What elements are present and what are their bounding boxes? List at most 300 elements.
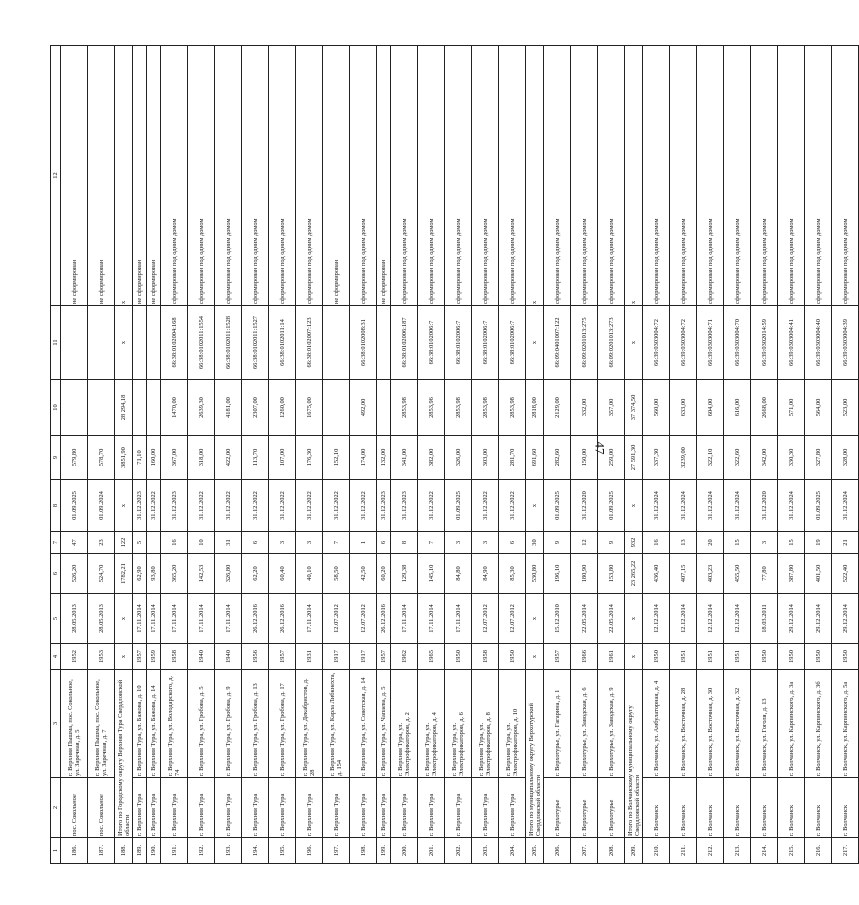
locality: г. Волчанск — [697, 778, 724, 838]
planned-area: 327,80 — [805, 436, 832, 480]
land-status: сформирован под одним домом — [643, 46, 670, 306]
residents: 3 — [472, 532, 499, 554]
area: 23 265,22 — [625, 554, 643, 594]
header-cell: 5 — [51, 594, 61, 644]
relocation-date: 31.12.2024 — [778, 480, 805, 532]
area: 524,70 — [88, 554, 115, 594]
row-number: 197. — [323, 838, 350, 864]
land-status: сформирован под одним домом — [242, 46, 269, 306]
land-status: сформирован под одним домом — [778, 46, 805, 306]
cadastral-number — [147, 306, 161, 380]
cadastral-number: 66:39:0303004:39 — [832, 306, 859, 380]
address: г. Верхняя Тура, ул. Электрофикаторов, д. 10 — [499, 670, 526, 778]
cadastral-number: 66:39:0303004:72 — [670, 306, 697, 380]
cadastral-number: 66:38:0102008:31 — [350, 306, 377, 380]
year-built: 1961 — [598, 644, 625, 670]
address: г. Волчанск, ул. Карпинского, д. 5а — [832, 670, 859, 778]
land-area: 604,00 — [697, 380, 724, 436]
table-row — [188, 46, 215, 864]
header-cell: 10 — [51, 380, 61, 436]
year-built: 1951 — [724, 644, 751, 670]
table-row — [323, 46, 350, 864]
land-status: сформирован под одним домом — [418, 46, 445, 306]
recognition-date: 17.11.2014 — [296, 594, 323, 644]
recognition-date: 12.07.2012 — [472, 594, 499, 644]
relocation-date: 31.12.2022 — [418, 480, 445, 532]
land-status: сформирован под одним домом — [215, 46, 242, 306]
relocation-date: 31.12.2022 — [499, 480, 526, 532]
planned-area: 691,60 — [526, 436, 544, 480]
table-row — [147, 46, 161, 864]
header-cell: 2 — [51, 778, 61, 838]
table-row — [350, 46, 377, 864]
year-built: 1917 — [350, 644, 377, 670]
residents: 16 — [643, 532, 670, 554]
locality: г. Верхняя Тура — [418, 778, 445, 838]
address: г. Верхняя Тура, ул. Гробова, д. 13 — [242, 670, 269, 778]
planned-area: 259,00 — [598, 436, 625, 480]
land-area — [147, 380, 161, 436]
planned-area: 382,00 — [418, 436, 445, 480]
header-cell: 3 — [51, 670, 61, 778]
year-built: 1951 — [670, 644, 697, 670]
locality: г. Верхотурье — [598, 778, 625, 838]
planned-area: 578,70 — [88, 436, 115, 480]
cadastral-number — [88, 306, 115, 380]
land-area: 2129,00 — [544, 380, 571, 436]
area: 142,53 — [188, 554, 215, 594]
residents: 19 — [805, 532, 832, 554]
address: г. Верхняя Тура, ул. Советская, д. 14 — [350, 670, 377, 778]
header-row — [51, 46, 61, 864]
table-row — [61, 46, 88, 864]
planned-area: 113,70 — [242, 436, 269, 480]
header-cell: 11 — [51, 306, 61, 380]
area: 326,80 — [215, 554, 242, 594]
relocation-date: 31.12.2024 — [643, 480, 670, 532]
header-cell: 4 — [51, 644, 61, 670]
relocation-date: 31.12.2024 — [832, 480, 859, 532]
land-area: 37 374,50 — [625, 380, 643, 436]
residents: 9 — [544, 532, 571, 554]
cadastral-number: 66:38:0102004:168 — [161, 306, 188, 380]
cadastral-number: 66:39:0302014:59 — [751, 306, 778, 380]
table-row — [625, 46, 643, 864]
planned-area: 132,00 — [377, 436, 391, 480]
table-row — [778, 46, 805, 864]
locality: г. Верхняя Тура — [215, 778, 242, 838]
land-area: 571,00 — [778, 380, 805, 436]
residents: 1 — [350, 532, 377, 554]
row-number: 192. — [188, 838, 215, 864]
year-built: 1950 — [778, 644, 805, 670]
year-built: 1957 — [544, 644, 571, 670]
table-row — [391, 46, 418, 864]
residents: 3 — [269, 532, 296, 554]
area: 60,20 — [377, 554, 391, 594]
land-area — [377, 380, 391, 436]
planned-area: 326,00 — [445, 436, 472, 480]
year-built: 1950 — [643, 644, 670, 670]
table-row — [544, 46, 571, 864]
year-built: 1940 — [215, 644, 242, 670]
row-number: 207. — [571, 838, 598, 864]
land-status: сформирован под одним домом — [188, 46, 215, 306]
relocation-date: 31.12.2024 — [724, 480, 751, 532]
cadastral-number: 66:38:0102011:1527 — [242, 306, 269, 380]
area: 129,38 — [391, 554, 418, 594]
header-cell: 8 — [51, 480, 61, 532]
recognition-date: 26.12.2016 — [269, 594, 296, 644]
row-number: 215. — [778, 838, 805, 864]
address: г. Верхняя Тура, ул. Гробова, д. 9 — [215, 670, 242, 778]
area: 85,30 — [499, 554, 526, 594]
row-number: 196. — [296, 838, 323, 864]
header-cell: 12 — [51, 46, 61, 306]
land-status: не сформирован — [377, 46, 391, 306]
relocation-date: 31.12.2022 — [147, 480, 161, 532]
year-built: 1957 — [269, 644, 296, 670]
relocation-date: 31.12.2022 — [215, 480, 242, 532]
address: г. Волчанск, ул. Карпинского, д. 3б — [805, 670, 832, 778]
area: 407,15 — [670, 554, 697, 594]
relocation-date: 31.12.2020 — [571, 480, 598, 532]
row-number: 193. — [215, 838, 242, 864]
area: 145,10 — [418, 554, 445, 594]
year-built: 1950 — [499, 644, 526, 670]
table-row — [133, 46, 147, 864]
area: 60,40 — [269, 554, 296, 594]
locality: г. Верхняя Тура — [377, 778, 391, 838]
relocation-date: 31.12.2023 — [133, 480, 147, 532]
residents: 10 — [188, 532, 215, 554]
relocation-date: 31.12.2022 — [242, 480, 269, 532]
cadastral-number: x — [625, 306, 643, 380]
address: г. Верхняя Пышма, пос. Сокольное, ул. Заречная, д. 7 — [88, 670, 115, 778]
planned-area: 367,00 — [161, 436, 188, 480]
row-number: 211. — [670, 838, 697, 864]
cadastral-number: 66:38:0102011:1554 — [188, 306, 215, 380]
residents: 30 — [526, 532, 544, 554]
cadastral-number: 66:39:0303004:70 — [724, 306, 751, 380]
land-status: сформирован под одним домом — [697, 46, 724, 306]
year-built: 1950 — [445, 644, 472, 670]
recognition-date: 17.11.2014 — [418, 594, 445, 644]
cadastral-number: 66:38:0102006:7 — [472, 306, 499, 380]
year-built: 1950 — [832, 644, 859, 670]
residents: 122 — [115, 532, 133, 554]
land-area — [323, 380, 350, 436]
locality: г. Верхняя Тура — [296, 778, 323, 838]
address: г. Верхняя Тура, ул. Чапаева, д. 5 — [377, 670, 391, 778]
relocation-date: 31.12.2022 — [188, 480, 215, 532]
locality: г. Верхняя Тура — [391, 778, 418, 838]
locality: г. Волчанск — [670, 778, 697, 838]
land-area: 564,00 — [805, 380, 832, 436]
planned-area: 282,60 — [544, 436, 571, 480]
relocation-date: 01.09.2025 — [598, 480, 625, 532]
recognition-date: 17.11.2014 — [215, 594, 242, 644]
row-number: 209. — [625, 838, 643, 864]
rotated-page — [50, 46, 849, 864]
planned-area: 322,60 — [724, 436, 751, 480]
recognition-date: 26.12.2016 — [377, 594, 391, 644]
locality: г. Волчанск — [724, 778, 751, 838]
land-status: сформирован под одним домом — [296, 46, 323, 306]
table-row — [445, 46, 472, 864]
land-status: не сформирован — [88, 46, 115, 306]
residents: 7 — [323, 532, 350, 554]
recognition-date: 28.05.2013 — [88, 594, 115, 644]
residents: 16 — [161, 532, 188, 554]
row-number: 208. — [598, 838, 625, 864]
planned-area: 422,00 — [215, 436, 242, 480]
row-number: 213. — [724, 838, 751, 864]
locality: г. Волчанск — [643, 778, 670, 838]
land-area: 357,00 — [598, 380, 625, 436]
land-area: 2853,98 — [499, 380, 526, 436]
row-number: 199. — [377, 838, 391, 864]
area: 401,50 — [805, 554, 832, 594]
residents: 12 — [571, 532, 598, 554]
recognition-date: x — [526, 594, 544, 644]
land-area: 2853,98 — [472, 380, 499, 436]
land-area: 560,00 — [643, 380, 670, 436]
address: г. Верхняя Тура, ул. Электрофикаторов, д. 8 — [472, 670, 499, 778]
residents: 6 — [242, 532, 269, 554]
locality: г. Верхняя Тура — [133, 778, 147, 838]
table-row — [88, 46, 115, 864]
locality: г. Волчанск — [751, 778, 778, 838]
land-area — [133, 380, 147, 436]
land-status: сформирован под одним домом — [598, 46, 625, 306]
land-status: сформирован под одним домом — [832, 46, 859, 306]
year-built: 1950 — [805, 644, 832, 670]
recognition-date: 12.07.2012 — [499, 594, 526, 644]
residents — [147, 532, 161, 554]
relocation-date: 31.12.2022 — [472, 480, 499, 532]
row-number: 190. — [147, 838, 161, 864]
address: г. Волчанск, ул. Восточная, д. 32 — [724, 670, 751, 778]
area: 365,20 — [161, 554, 188, 594]
land-status: сформирован под одним домом — [445, 46, 472, 306]
recognition-date: 17.11.2014 — [147, 594, 161, 644]
recognition-date: 12.12.2014 — [670, 594, 697, 644]
header-cell: 9 — [51, 436, 61, 480]
residents: 20 — [697, 532, 724, 554]
table-body — [51, 46, 859, 864]
area: 58,50 — [323, 554, 350, 594]
housing-table — [50, 45, 859, 864]
relocation-date: 01.09.2025 — [805, 480, 832, 532]
year-built: 1917 — [323, 644, 350, 670]
planned-area: 152,10 — [323, 436, 350, 480]
land-status: сформирован под одним домом — [161, 46, 188, 306]
address: г. Верхняя Тура, ул. Бажова, д. 14 — [147, 670, 161, 778]
relocation-date: 31.12.2023 — [391, 480, 418, 532]
planned-area: 330,30 — [778, 436, 805, 480]
land-status: не сформирован — [61, 46, 88, 306]
land-area: 2853,98 — [445, 380, 472, 436]
planned-area: 341,00 — [391, 436, 418, 480]
row-number: 204. — [499, 838, 526, 864]
year-built: 1965 — [418, 644, 445, 670]
recognition-date: 18.03.2011 — [751, 594, 778, 644]
relocation-date: 31.12.2023 — [161, 480, 188, 532]
table-row — [571, 46, 598, 864]
recognition-date: 22.05.2014 — [598, 594, 625, 644]
address: г. Верхняя Тура, ул. Гробова, д. 17 — [269, 670, 296, 778]
row-number: 216. — [805, 838, 832, 864]
land-status: сформирован под одним домом — [670, 46, 697, 306]
cadastral-number: 66:38:0102006:7 — [418, 306, 445, 380]
land-area: 1470,00 — [161, 380, 188, 436]
cadastral-number: 66:38:0102006:7 — [445, 306, 472, 380]
residents: 932 — [625, 532, 643, 554]
relocation-date: 31.12.2022 — [323, 480, 350, 532]
land-area: 1260,00 — [269, 380, 296, 436]
row-number: 187. — [88, 838, 115, 864]
cadastral-number — [377, 306, 391, 380]
area: 40,10 — [296, 554, 323, 594]
year-built: 1956 — [242, 644, 269, 670]
page-number: 47 — [592, 441, 608, 455]
table-row — [242, 46, 269, 864]
recognition-date: 17.11.2014 — [133, 594, 147, 644]
residents: 47 — [61, 532, 88, 554]
land-status: сформирован под одним домом — [391, 46, 418, 306]
residents: 5 — [133, 532, 147, 554]
table-row — [296, 46, 323, 864]
row-number: 200. — [391, 838, 418, 864]
locality: г. Верхняя Тура — [445, 778, 472, 838]
area: 403,23 — [697, 554, 724, 594]
row-number: 198. — [350, 838, 377, 864]
year-built: 1951 — [697, 644, 724, 670]
table-row — [418, 46, 445, 864]
cadastral-number: x — [115, 306, 133, 380]
year-built: 1952 — [61, 644, 88, 670]
land-status: x — [115, 46, 133, 306]
land-status: сформирован под одним домом — [571, 46, 598, 306]
locality: г. Верхняя Тура — [147, 778, 161, 838]
locality: г. Верхняя Тура — [472, 778, 499, 838]
relocation-date: x — [115, 480, 133, 532]
cadastral-number: 66:39:0303004:41 — [778, 306, 805, 380]
year-built: 1953 — [88, 644, 115, 670]
recognition-date: 29.12.2014 — [778, 594, 805, 644]
row-number: 189. — [133, 838, 147, 864]
relocation-date: 31.12.2023 — [377, 480, 391, 532]
table-row — [805, 46, 832, 864]
year-built: 1957 — [377, 644, 391, 670]
year-built: x — [526, 644, 544, 670]
cadastral-number — [133, 306, 147, 380]
cadastral-number: 66:09:0201013:275 — [571, 306, 598, 380]
header-cell: 7 — [51, 532, 61, 554]
year-built: x — [625, 644, 643, 670]
locality: г. Волчанск — [778, 778, 805, 838]
table-row — [377, 46, 391, 864]
recognition-date: 12.07.2012 — [350, 594, 377, 644]
relocation-date: 31.12.2022 — [296, 480, 323, 532]
land-area: 616,00 — [724, 380, 751, 436]
header-cell: 6 — [51, 554, 61, 594]
cadastral-number: 66:39:0303004:40 — [805, 306, 832, 380]
address: г. Волчанск, ул. Восточная, д. 30 — [697, 670, 724, 778]
area: 153,80 — [598, 554, 625, 594]
row-number: 201. — [418, 838, 445, 864]
land-status: сформирован под одним домом — [805, 46, 832, 306]
year-built: 1959 — [147, 644, 161, 670]
recognition-date: 12.12.2014 — [724, 594, 751, 644]
land-area: 2853,98 — [391, 380, 418, 436]
planned-area: 579,80 — [61, 436, 88, 480]
land-area: 2853,96 — [418, 380, 445, 436]
land-status: сформирован под одним домом — [544, 46, 571, 306]
area: 62,20 — [242, 554, 269, 594]
row-number: 188. — [115, 838, 133, 864]
planned-area: 176,30 — [296, 436, 323, 480]
table-row — [115, 46, 133, 864]
table-row — [161, 46, 188, 864]
land-area: 2818,00 — [526, 380, 544, 436]
address: г. Волчанск, ул. Карпинского, д. 3а — [778, 670, 805, 778]
recognition-date: x — [115, 594, 133, 644]
planned-area: 71,10 — [133, 436, 147, 480]
table-row — [643, 46, 670, 864]
row-number: 203. — [472, 838, 499, 864]
cadastral-number: 66:39:0303004:71 — [697, 306, 724, 380]
year-built: 1931 — [296, 644, 323, 670]
cadastral-number: 66:38:0102006:7 — [499, 306, 526, 380]
relocation-date: 01.09.2025 — [544, 480, 571, 532]
locality: г. Верхотурье — [571, 778, 598, 838]
row-number: 212. — [697, 838, 724, 864]
planned-area: 281,70 — [499, 436, 526, 480]
residents: 3 — [751, 532, 778, 554]
table-row — [724, 46, 751, 864]
planned-area: 27 591,30 — [625, 436, 643, 480]
address: г. Волчанск, ул. Гоголя, д. 13 — [751, 670, 778, 778]
relocation-date: 31.12.2020 — [751, 480, 778, 532]
cadastral-number: x — [526, 306, 544, 380]
locality: пос. Сокольное — [88, 778, 115, 838]
year-built: 1958 — [161, 644, 188, 670]
land-status: сформирован под одним домом — [269, 46, 296, 306]
cadastral-number: 66:09:0201013:273 — [598, 306, 625, 380]
land-area: 2307,00 — [242, 380, 269, 436]
table-row — [598, 46, 625, 864]
recognition-date: x — [625, 594, 643, 644]
land-area: 332,00 — [571, 380, 598, 436]
address: г. Волчанск, ул. Амбулаторная, д. 4 — [643, 670, 670, 778]
residents: 15 — [778, 532, 805, 554]
land-status: сформирован под одним домом — [472, 46, 499, 306]
locality: пос. Сокольное — [61, 778, 88, 838]
residents: 21 — [832, 532, 859, 554]
table-row — [269, 46, 296, 864]
residents: 8 — [391, 532, 418, 554]
planned-area: 174,00 — [350, 436, 377, 480]
land-status: не сформирован — [147, 46, 161, 306]
cadastral-number — [61, 306, 88, 380]
planned-area: 160,00 — [147, 436, 161, 480]
address: г. Верхотурье, ул. Гагарина, д. 1 — [544, 670, 571, 778]
recognition-date: 12.07.2012 — [323, 594, 350, 644]
locality: г. Верхняя Тура — [161, 778, 188, 838]
area: 436,40 — [643, 554, 670, 594]
